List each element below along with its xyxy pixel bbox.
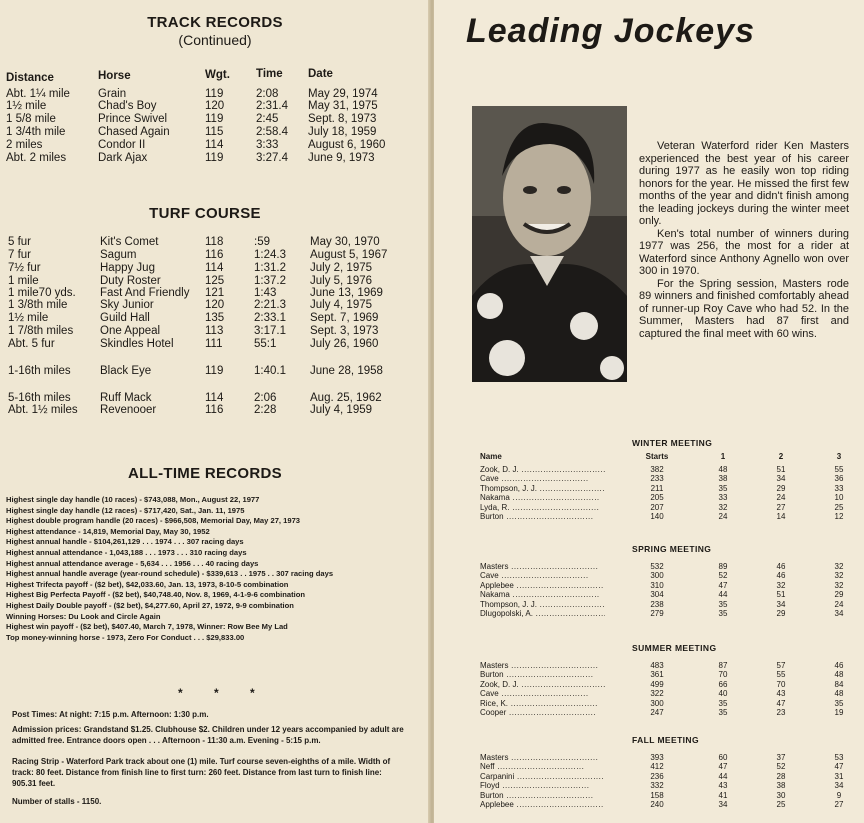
seconds-cell: 29	[776, 483, 786, 493]
weight-cell: 111	[205, 338, 223, 350]
time-cell: 1:43	[254, 287, 277, 299]
record-line: Highest single day handle (12 races) - $717,420, Sat., Jan. 11, 1975	[6, 505, 245, 515]
thirds-cell: 48	[834, 689, 844, 699]
firsts-cell: 66	[718, 679, 728, 689]
col-date: Date	[308, 68, 333, 80]
seconds-cell: 28	[776, 771, 786, 781]
turf-record-row	[0, 262, 430, 275]
seconds-cell: 51	[776, 465, 786, 474]
turf-record-row	[0, 365, 430, 378]
distance-cell: 1 mile	[8, 275, 39, 287]
date-cell: May 29, 1974	[308, 88, 378, 100]
record-line: Highest attendance - 14,819, Memorial Day, May 30, 1952	[6, 526, 210, 536]
record-line: Highest double program handle (20 races) - $966,508, Memorial Day, May 27, 1973	[6, 516, 301, 526]
admission-prices: Admission prices: Grandstand $1.25. Clubhouse $2. Children under 12 years accompanied by adult are admitted free. Entrance doors open . . . Afternoon - 11:30 a.m. Evening - 5:15 p.m.	[12, 725, 404, 745]
all-time-records-title: ALL-TIME RECORDS	[128, 465, 282, 482]
firsts-cell: 38	[718, 474, 728, 484]
thirds-cell: 31	[834, 771, 844, 781]
jockey-name: Thompson, J. J. .....	[480, 484, 605, 493]
starts-cell: 382	[650, 465, 664, 474]
turf-record-row	[0, 312, 430, 325]
starts-cell: 205	[650, 493, 664, 503]
jockey-name: Applebee .....	[480, 581, 605, 590]
jockey-row	[434, 800, 864, 810]
starts-cell: 322	[650, 689, 664, 699]
firsts-cell: 35	[718, 599, 728, 609]
record-line: Highest Trifecta payoff - ($2 bet), $42,033.60, Jan. 13, 1973, 8-10-5 combination	[6, 579, 289, 589]
firsts-cell: 89	[718, 562, 728, 571]
weight-cell: 119	[205, 365, 224, 377]
seconds-cell: 37	[776, 753, 786, 762]
thirds-cell: 33	[834, 483, 844, 493]
seconds-cell: 51	[776, 590, 786, 600]
distance-cell: 2 miles	[6, 139, 43, 151]
date-cell: August 6, 1960	[308, 139, 386, 151]
distance-cell: 1 mile70 yds.	[8, 287, 76, 299]
weight-cell: 125	[205, 275, 225, 287]
date-cell: June 13, 1969	[310, 287, 383, 299]
starts-cell: 393	[650, 753, 664, 762]
turf-record-row	[0, 404, 430, 417]
jockey-name: Burton .....	[480, 512, 605, 521]
time-cell: 1:37.2	[254, 275, 286, 287]
date-cell: July 4, 1975	[310, 299, 373, 311]
post-times: Post Times: At night: 7:15 p.m. Afternoon: 1:30 p.m.	[12, 710, 209, 719]
distance-cell: Abt. 1½ miles	[8, 404, 78, 416]
thirds-cell: 25	[834, 502, 844, 512]
bio-paragraph-3: For the Spring session, Masters rode 89 winners and finished comfortably ahead of runner-up Roy Cave who had 52. In the Summer, Masters had 87 first and captured the final meet with 60 wins.	[639, 277, 849, 340]
thirds-cell: 32	[834, 571, 844, 581]
horse-cell: Happy Jug	[100, 262, 155, 274]
weight-cell: 135	[205, 312, 225, 324]
jockey-name: Thompson, J. J. .....	[480, 600, 605, 609]
horse-cell: Chad's Boy	[98, 100, 157, 112]
horse-cell: Fast And Friendly	[100, 287, 190, 299]
time-cell: 2:06	[254, 392, 277, 404]
jockey-name: Applebee .....	[480, 800, 605, 809]
weight-cell: 120	[205, 299, 225, 311]
firsts-cell: 87	[718, 661, 728, 670]
firsts-cell: 60	[718, 753, 728, 762]
jockey-name: Dlugopolski, A. .....	[480, 609, 605, 618]
firsts-cell: 34	[718, 800, 728, 809]
firsts-cell: 44	[718, 771, 728, 781]
time-cell: 3:33	[256, 139, 279, 151]
thirds-cell: 9	[836, 790, 842, 800]
record-line: Top money-winning horse - 1973, Zero For Conduct . . . $29,833.00	[6, 632, 245, 642]
record-line: Highest annual handle average (year-round schedule) - $339,613 . . 1975 . . 307 racing days	[6, 569, 334, 579]
thirds-cell: 24	[834, 599, 844, 609]
starts-cell: 211	[650, 483, 664, 493]
jockey-row	[434, 512, 864, 522]
distance-cell: 7 fur	[8, 249, 32, 261]
seconds-cell: 57	[776, 661, 786, 670]
horse-cell: Black Eye	[100, 365, 152, 377]
distance-cell: 1 7/8th miles	[8, 325, 74, 337]
date-cell: June 9, 1973	[308, 152, 375, 164]
jockey-name: Zook, D. J. .....	[480, 680, 605, 689]
track-records-subtitle: (Continued)	[178, 32, 252, 48]
time-cell: 2:58.4	[256, 126, 288, 138]
distance-cell: 1½ mile	[8, 312, 49, 324]
starts-cell: 158	[650, 790, 664, 800]
firsts-cell: 52	[718, 571, 728, 581]
firsts-cell: 48	[718, 465, 728, 474]
horse-cell: Sky Junior	[100, 299, 154, 311]
starts-cell: 532	[650, 562, 664, 571]
jockey-name: Lyda, R. .....	[480, 503, 605, 512]
thirds-cell: 36	[834, 474, 844, 484]
leading-jockeys-title: Leading Jockeys	[466, 12, 756, 50]
starts-cell: 247	[650, 708, 664, 717]
record-line: Highest annual attendance - 1,043,188 . . . 1973 . . . 310 racing days	[6, 548, 247, 557]
thirds-cell: 10	[834, 493, 844, 503]
time-cell: 2:45	[256, 113, 279, 125]
thirds-cell: 32	[834, 562, 844, 571]
horse-cell: Sagum	[100, 249, 137, 261]
seconds-cell: 70	[776, 679, 786, 689]
date-cell: Aug. 25, 1962	[310, 392, 382, 404]
record-line: Highest win payoff - ($2 bet), $407.40, March 7, 1978, Winner: Row Bee My Lad	[6, 622, 288, 632]
firsts-cell: 24	[718, 512, 728, 521]
starts-cell: 238	[650, 599, 664, 609]
horse-cell: Kit's Comet	[100, 236, 159, 248]
record-line: Highest annual attendance average - 5,634 . . . 1956 . . . 40 racing days	[6, 558, 259, 568]
seconds-cell: 38	[776, 781, 786, 791]
time-cell: 1:24.3	[254, 249, 286, 261]
seconds-cell: 34	[776, 599, 786, 609]
meeting-title: WINTER MEETING	[632, 438, 713, 448]
thirds-cell: 53	[834, 753, 844, 762]
col-time: Time	[256, 68, 283, 80]
starts-cell: 483	[650, 661, 664, 670]
distance-cell: Abt. 5 fur	[8, 338, 55, 350]
track-record-row	[0, 113, 430, 126]
horse-cell: Duty Roster	[100, 275, 161, 287]
seconds-cell: 23	[776, 708, 786, 717]
seconds-cell: 27	[776, 502, 786, 512]
firsts-cell: 40	[718, 689, 728, 699]
racing-strip: Racing Strip - Waterford Park track about one (1) mile. Turf course seven-eighths of a mile. Width of track: 80 feet. Distance from finish line to first turn: 260 feet. Distance from last turn to finish line: 905.31 feet.	[12, 757, 391, 788]
track-record-row	[0, 152, 430, 165]
thirds-cell: 32	[834, 580, 844, 590]
seconds-cell: 46	[776, 571, 786, 581]
jockey-row	[434, 708, 864, 718]
jockey-name: Burton .....	[480, 791, 605, 800]
starts-cell: 140	[650, 512, 664, 521]
seconds-cell: 52	[776, 762, 786, 772]
weight-cell: 121	[205, 287, 225, 299]
distance-cell: 1 5/8 mile	[6, 113, 56, 125]
seconds-cell: 55	[776, 670, 786, 680]
weight-cell: 114	[205, 262, 224, 274]
col-place-2: 2	[778, 452, 784, 461]
time-cell: :59	[254, 236, 270, 248]
date-cell: July 18, 1959	[308, 126, 377, 138]
time-cell: 3:27.4	[256, 152, 288, 164]
seconds-cell: 29	[776, 609, 786, 618]
starts-cell: 304	[650, 590, 664, 600]
weight-cell: 119	[205, 152, 224, 164]
seconds-cell: 47	[776, 698, 786, 708]
distance-cell: 5 fur	[8, 236, 32, 248]
bio-paragraph-1: Veteran Waterford rider Ken Masters experienced the best year of his career during 1977 as he easily won top riding honors for the year. He missed the first few months of the year and didn't finish among the leading jockeys during the winter meet only.	[639, 140, 849, 227]
distance-cell: 1-16th miles	[8, 365, 71, 377]
time-cell: 2:33.1	[254, 312, 286, 324]
date-cell: May 30, 1970	[310, 236, 380, 248]
jockey-photo	[472, 106, 627, 382]
starts-cell: 412	[650, 762, 664, 772]
seconds-cell: 25	[776, 800, 786, 809]
starts-cell: 240	[650, 800, 664, 809]
weight-cell: 114	[205, 139, 224, 151]
jockey-name: Cave .....	[480, 571, 605, 580]
starts-cell: 361	[650, 670, 664, 680]
date-cell: July 2, 1975	[310, 262, 373, 274]
horse-cell: Dark Ajax	[98, 152, 148, 164]
firsts-cell: 70	[718, 670, 728, 680]
time-cell: 55:1	[254, 338, 277, 350]
thirds-cell: 48	[834, 670, 844, 680]
time-cell: 1:31.2	[254, 262, 286, 274]
meeting-title: SPRING MEETING	[632, 544, 712, 554]
firsts-cell: 35	[718, 698, 728, 708]
starts-cell: 300	[650, 571, 664, 581]
portrait-image	[472, 106, 627, 382]
starts-cell: 207	[650, 502, 664, 512]
weight-cell: 116	[205, 404, 224, 416]
firsts-cell: 35	[718, 483, 728, 493]
weight-cell: 120	[205, 100, 225, 112]
firsts-cell: 44	[718, 590, 728, 600]
firsts-cell: 32	[718, 502, 728, 512]
horse-cell: Ruff Mack	[100, 392, 152, 404]
record-line: Highest Daily Double payoff - ($2 bet), $4,277.60, April 27, 1972, 9-9 combination	[6, 601, 294, 610]
distance-cell: 7½ fur	[8, 262, 41, 274]
jockey-name: Masters .....	[480, 562, 605, 571]
distance-cell: Abt. 2 miles	[6, 152, 67, 164]
weight-cell: 119	[205, 88, 224, 100]
starts-cell: 310	[650, 580, 664, 590]
time-cell: 2:21.3	[254, 299, 286, 311]
record-line: Highest annual handle - $104,261,129 . . . 1974 . . . 307 racing days	[6, 537, 244, 547]
jockey-name: Zook, D. J. .....	[480, 465, 605, 474]
date-cell: July 26, 1960	[310, 338, 379, 350]
jockey-name: Floyd .....	[480, 781, 605, 790]
horse-cell: Condor II	[98, 139, 146, 151]
separator: * * *	[178, 686, 269, 700]
jockey-bio	[639, 140, 849, 340]
weight-cell: 119	[205, 113, 224, 125]
firsts-cell: 35	[718, 708, 728, 717]
starts-cell: 279	[650, 609, 664, 618]
seconds-cell: 46	[776, 562, 786, 571]
time-cell: 3:17.1	[254, 325, 286, 337]
record-line: Winning Horses: Du Look and Circle Again	[6, 611, 161, 621]
time-cell: 2:31.4	[256, 100, 288, 112]
date-cell: Sept. 8, 1973	[308, 113, 377, 125]
date-cell: July 4, 1959	[310, 404, 373, 416]
time-cell: 2:28	[254, 404, 277, 416]
thirds-cell: 35	[834, 698, 844, 708]
date-cell: May 31, 1975	[308, 100, 378, 112]
right-page	[434, 0, 864, 823]
jockey-row	[434, 609, 864, 619]
horse-cell: Grain	[98, 88, 127, 100]
thirds-cell: 55	[834, 465, 844, 474]
turf-record-row	[0, 338, 430, 351]
col-place-3: 3	[836, 452, 842, 461]
weight-cell: 114	[205, 392, 224, 404]
firsts-cell: 35	[718, 609, 728, 618]
col-wgt: Wgt.	[205, 69, 230, 81]
seconds-cell: 30	[776, 790, 786, 800]
horse-cell: Chased Again	[98, 126, 170, 138]
time-cell: 2:08	[256, 88, 279, 100]
date-cell: Sept. 7, 1969	[310, 312, 379, 324]
meeting-title: SUMMER MEETING	[632, 643, 717, 653]
starts-cell: 300	[650, 698, 664, 708]
track-record-row	[0, 126, 430, 139]
firsts-cell: 43	[718, 781, 728, 791]
date-cell: June 28, 1958	[310, 365, 383, 377]
horse-cell: Guild Hall	[100, 312, 150, 324]
seconds-cell: 34	[776, 474, 786, 484]
weight-cell: 113	[205, 325, 224, 337]
col-distance: Distance	[6, 72, 54, 84]
track-records-title: TRACK RECORDS	[147, 14, 283, 31]
col-place-1: 1	[720, 452, 726, 461]
firsts-cell: 41	[718, 790, 728, 800]
thirds-cell: 34	[834, 781, 844, 791]
distance-cell: 5-16th miles	[8, 392, 71, 404]
track-record-row	[0, 100, 430, 113]
starts-cell: 499	[650, 679, 664, 689]
seconds-cell: 14	[776, 512, 786, 521]
distance-cell: 1 3/4th mile	[6, 126, 66, 138]
date-cell: July 5, 1976	[310, 275, 373, 287]
track-record-row	[0, 139, 430, 152]
turf-record-row	[0, 325, 430, 338]
thirds-cell: 46	[834, 661, 844, 670]
weight-cell: 115	[205, 126, 224, 138]
distance-cell: 1½ mile	[6, 100, 47, 112]
weight-cell: 116	[205, 249, 224, 261]
left-page	[0, 0, 430, 823]
time-cell: 1:40.1	[254, 365, 286, 377]
seconds-cell: 32	[776, 580, 786, 590]
number-of-stalls: Number of stalls - 1150.	[12, 797, 102, 806]
record-line: Highest Big Perfecta Payoff - ($2 bet), $40,748.40, Nov. 8, 1969, 4-1-9-6 combination	[6, 590, 306, 600]
record-line: Highest single day handle (10 races) - $743,088, Mon., August 22, 1977	[6, 495, 260, 504]
distance-cell: Abt. 1¼ mile	[6, 88, 70, 100]
seconds-cell: 24	[776, 493, 786, 503]
thirds-cell: 34	[834, 609, 844, 618]
firsts-cell: 33	[718, 493, 728, 503]
jockey-name: Cave .....	[480, 689, 605, 698]
starts-cell: 233	[650, 474, 664, 484]
turf-record-row	[0, 249, 430, 262]
firsts-cell: 47	[718, 580, 728, 590]
turf-course-title: TURF COURSE	[149, 205, 261, 222]
weight-cell: 118	[205, 236, 224, 248]
thirds-cell: 47	[834, 762, 844, 772]
starts-cell: 236	[650, 771, 664, 781]
starts-cell: 332	[650, 781, 664, 791]
jockey-name: Carpanini .....	[480, 772, 605, 781]
turf-record-row	[0, 299, 430, 312]
date-cell: Sept. 3, 1973	[310, 325, 379, 337]
jockey-name: Cooper .....	[480, 708, 605, 717]
horse-cell: Skindles Hotel	[100, 338, 174, 350]
jockey-name: Masters .....	[480, 661, 605, 670]
col-horse: Horse	[98, 70, 131, 82]
horse-cell: Prince Swivel	[98, 113, 168, 125]
date-cell: August 5, 1967	[310, 249, 388, 261]
jockey-name: Masters .....	[480, 753, 605, 762]
col-name: Name	[480, 452, 502, 461]
thirds-cell: 29	[834, 590, 844, 600]
meeting-title: FALL MEETING	[632, 735, 699, 745]
thirds-cell: 19	[834, 708, 844, 717]
thirds-cell: 84	[834, 679, 844, 689]
jockey-name: Nakama .....	[480, 493, 605, 502]
jockey-name: Cave .....	[480, 474, 605, 483]
col-starts: Starts	[645, 452, 669, 461]
jockey-name: Neff .....	[480, 762, 605, 771]
firsts-cell: 47	[718, 762, 728, 772]
bio-paragraph-2: Ken's total number of winners during 1977 was 256, the most for a rider at Waterford since Anthony Agnello won over 300 in 1970.	[639, 227, 849, 277]
thirds-cell: 12	[834, 512, 844, 521]
horse-cell: One Appeal	[100, 325, 161, 337]
horse-cell: Revenooer	[100, 404, 157, 416]
jockey-name: Nakama .....	[480, 590, 605, 599]
turf-record-row	[0, 236, 430, 249]
seconds-cell: 43	[776, 689, 786, 699]
jockey-name: Burton .....	[480, 670, 605, 679]
jockey-name: Rice, K. .....	[480, 699, 605, 708]
distance-cell: 1 3/8th mile	[8, 299, 68, 311]
thirds-cell: 27	[834, 800, 844, 809]
